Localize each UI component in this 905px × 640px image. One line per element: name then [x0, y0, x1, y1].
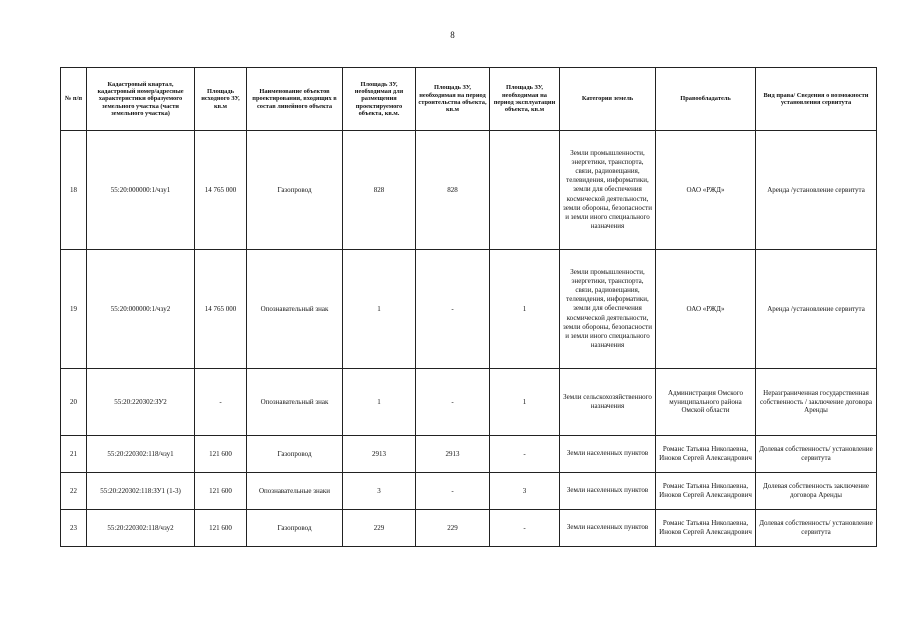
cell-num: 22 [61, 473, 87, 510]
cell-area-placement: 828 [343, 131, 416, 250]
cell-object: Газопровод [247, 510, 343, 547]
table-row [61, 510, 877, 547]
cell-area-construction: - [416, 473, 490, 510]
cell-cadastral: 55:20:220302:118/чзу2 [87, 510, 195, 547]
cell-num: 23 [61, 510, 87, 547]
header-area-operation: Площадь ЗУ, необходимая на период эксплуатации объекта, кв.м [490, 68, 560, 131]
cell-owner: Романс Татьяна Николаевна, Иноков Сергей Александрович [656, 473, 756, 510]
cell-category: Земли населенных пунктов [560, 473, 656, 510]
header-owner: Правообладатель [656, 68, 756, 131]
cell-area-placement: 3 [343, 473, 416, 510]
cell-cadastral: 55:20:220302:ЗУ2 [87, 369, 195, 436]
header-category: Категория земель [560, 68, 656, 131]
cell-num: 20 [61, 369, 87, 436]
cell-category: Земли промышленности, энергетики, транспорта, связи, радиовещания, телевидения, информатики, земли для обеспечения космической деятельности, земли обороны, безопасности и земли иного специального назначения [560, 250, 656, 369]
cell-owner: Администрация Омского муниципального района Омской области [656, 369, 756, 436]
cell-right: Долевая собственность/ установление сервитута [756, 436, 877, 473]
header-area-placement: Площадь ЗУ, необходимая для размещения проектируемого объекта, кв.м. [343, 68, 416, 131]
land-plots-table [60, 67, 877, 547]
header-num: № п/п [61, 68, 87, 131]
cell-object: Опознавательный знак [247, 369, 343, 436]
cell-category: Земли населенных пунктов [560, 436, 656, 473]
cell-area-operation: 1 [490, 250, 560, 369]
cell-owner: ОАО «РЖД» [656, 131, 756, 250]
cell-area-operation: 1 [490, 369, 560, 436]
cell-cadastral: 55:20:000000:1/чзу1 [87, 131, 195, 250]
header-area-construction: Площадь ЗУ, необходимая на период строительства объекта, кв.м [416, 68, 490, 131]
cell-area-placement: 2913 [343, 436, 416, 473]
cell-cadastral: 55:20:220302:118/чзу1 [87, 436, 195, 473]
cell-category: Земли промышленности, энергетики, транспорта, связи, радиовещания, телевидения, информатики, земли для обеспечения космической деятельности, земли обороны, безопасности и земли иного специального назначения [560, 131, 656, 250]
cell-num: 18 [61, 131, 87, 250]
cell-area-placement: 1 [343, 369, 416, 436]
cell-source-area: - [195, 369, 247, 436]
cell-area-construction: - [416, 250, 490, 369]
cell-source-area: 121 600 [195, 473, 247, 510]
cell-right: Долевая собственность заключение договора Аренды [756, 473, 877, 510]
cell-right: Неразграниченная государственная собственность / заключение договора Аренды [756, 369, 877, 436]
cell-area-construction: 828 [416, 131, 490, 250]
cell-owner: Романс Татьяна Николаевна, Иноков Сергей Александрович [656, 510, 756, 547]
table-row [61, 473, 877, 510]
header-object: Наименование объектов проектирования, входящих в состав линейного объекта [247, 68, 343, 131]
cell-area-placement: 229 [343, 510, 416, 547]
cell-object: Опознавательные знаки [247, 473, 343, 510]
cell-cadastral: 55:20:000000:1/чзу2 [87, 250, 195, 369]
cell-right: Аренда /установление сервитута [756, 250, 877, 369]
cell-area-construction: 229 [416, 510, 490, 547]
cell-num: 19 [61, 250, 87, 369]
cell-object: Газопровод [247, 436, 343, 473]
cell-source-area: 14 765 000 [195, 131, 247, 250]
cell-num: 21 [61, 436, 87, 473]
table-row [61, 436, 877, 473]
page-number: 8 [450, 30, 455, 40]
cell-area-placement: 1 [343, 250, 416, 369]
cell-owner: ОАО «РЖД» [656, 250, 756, 369]
header-right: Вид права/ Сведения о возможности установления сервитута [756, 68, 877, 131]
header-row [61, 68, 877, 131]
cell-category: Земли сельскохозяйственного назначения [560, 369, 656, 436]
header-source-area: Площадь исходного ЗУ, кв.м [195, 68, 247, 131]
cell-object: Газопровод [247, 131, 343, 250]
table-row [61, 250, 877, 369]
table-row [61, 369, 877, 436]
cell-right: Долевая собственность/ установление сервитута [756, 510, 877, 547]
cell-right: Аренда /установление сервитута [756, 131, 877, 250]
cell-source-area: 121 600 [195, 510, 247, 547]
cell-area-construction: - [416, 369, 490, 436]
table-row [61, 131, 877, 250]
cell-source-area: 121 600 [195, 436, 247, 473]
cell-area-operation: 3 [490, 473, 560, 510]
cell-area-operation: - [490, 436, 560, 473]
cell-cadastral: 55:20:220302:118:ЗУ1 (1-3) [87, 473, 195, 510]
cell-area-operation [490, 131, 560, 250]
cell-source-area: 14 765 000 [195, 250, 247, 369]
cell-area-operation: - [490, 510, 560, 547]
header-cadastral: Кадастровый квартал, кадастровый номер/адресные характеристики образуемого земельного участка (части земельного участка) [87, 68, 195, 131]
cell-area-construction: 2913 [416, 436, 490, 473]
cell-category: Земли населенных пунктов [560, 510, 656, 547]
cell-object: Опознавательный знак [247, 250, 343, 369]
cell-owner: Романс Татьяна Николаевна, Иноков Сергей Александрович [656, 436, 756, 473]
